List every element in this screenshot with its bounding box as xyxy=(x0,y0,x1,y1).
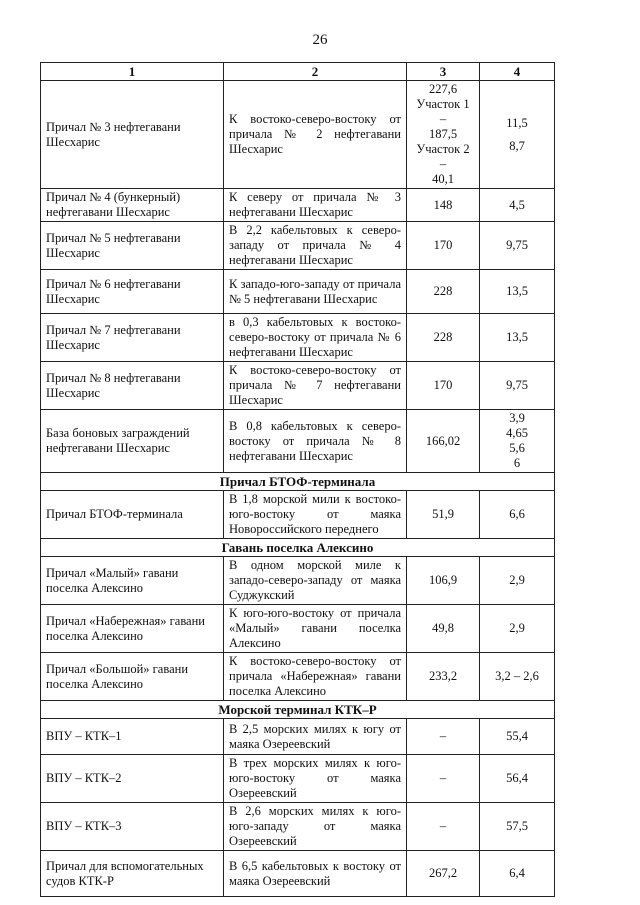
length-cell xyxy=(407,755,480,803)
berth-name-cell: Причал № 4 (бункерный) нефтегавани Шесхарис xyxy=(41,189,224,222)
berth-name-cell: Причал «Набережная» гавани поселка Алексино xyxy=(41,605,224,653)
length-cell xyxy=(407,803,480,851)
column-header-2: 2 xyxy=(224,63,407,81)
depth-value: 8,7 xyxy=(509,138,525,153)
table-row xyxy=(41,189,555,222)
table-row xyxy=(41,851,555,897)
depth-value: 56,4 xyxy=(506,771,528,785)
length-value: – xyxy=(439,729,447,743)
berth-name-cell: Причал № 6 нефтегавани Шесхарис xyxy=(41,270,224,314)
length-cell xyxy=(407,81,480,189)
section-title: Морской терминал КТК–Р xyxy=(41,701,555,719)
section-title: Причал БТОФ-терминала xyxy=(41,473,555,491)
location-cell: К востоко-северо-востоку от причала «Набережная» гавани поселка Алексино xyxy=(224,653,407,701)
depth-cell xyxy=(480,557,555,605)
location-cell: В 0,8 кабельтовых к северо-востоку от причала № 8 нефтегавани Шесхарис xyxy=(224,410,407,473)
berth-name-cell: Причал № 8 нефтегавани Шесхарис xyxy=(41,362,224,410)
location-cell: К западо-юго-западу от причала № 5 нефтегавани Шесхарис xyxy=(224,270,407,314)
length-cell xyxy=(407,270,480,314)
location-cell: В одном морской миле к западо-северо-западу от маяка Суджукский xyxy=(224,557,407,605)
location-cell: в 0,3 кабельтовых к востоко-северо-востоку от причала № 6 нефтегавани Шесхарис xyxy=(224,314,407,362)
length-value: 267,2 xyxy=(428,866,458,880)
length-value: 170 xyxy=(433,378,453,392)
table-row xyxy=(41,653,555,701)
length-value: 187,5 xyxy=(428,127,458,141)
depth-value: 3,9 xyxy=(509,411,525,425)
depth-value: 4,65 xyxy=(506,426,528,440)
length-value: 233,2 xyxy=(428,669,458,683)
length-cell xyxy=(407,851,480,897)
depth-cell xyxy=(480,410,555,473)
table-row xyxy=(41,222,555,270)
table-row xyxy=(41,719,555,755)
table-row xyxy=(41,491,555,539)
depth-value: 11,5 xyxy=(506,115,528,130)
length-cell xyxy=(407,557,480,605)
table-row xyxy=(41,605,555,653)
depth-cell xyxy=(480,719,555,755)
depth-value: 2,9 xyxy=(509,621,525,635)
table-row xyxy=(41,81,555,189)
length-cell xyxy=(407,605,480,653)
section-row xyxy=(41,473,555,491)
depth-cell xyxy=(480,605,555,653)
table-row xyxy=(41,755,555,803)
location-cell: В 2,2 кабельтовых к северо-западу от причала № 4 нефтегавани Шесхарис xyxy=(224,222,407,270)
location-cell: К юго-юго-востоку от причала «Малый» гавани поселка Алексино xyxy=(224,605,407,653)
length-value: 106,9 xyxy=(428,573,458,587)
length-cell xyxy=(407,410,480,473)
depth-cell xyxy=(480,362,555,410)
depth-value: 2,9 xyxy=(509,573,525,587)
depth-value: 5,6 xyxy=(509,441,525,455)
section-row xyxy=(41,701,555,719)
depth-cell xyxy=(480,222,555,270)
table-row xyxy=(41,314,555,362)
depth-value: 55,4 xyxy=(506,729,528,743)
table-row xyxy=(41,270,555,314)
column-header-4: 4 xyxy=(480,63,555,81)
column-header-3: 3 xyxy=(407,63,480,81)
berth-name-cell: ВПУ – КТК–3 xyxy=(41,803,224,851)
berth-name-cell: Причал «Малый» гавани поселка Алексино xyxy=(41,557,224,605)
berths-table xyxy=(40,62,555,897)
length-cell xyxy=(407,653,480,701)
depth-value: 4,5 xyxy=(509,197,525,212)
table-body xyxy=(41,81,555,897)
table-row xyxy=(41,362,555,410)
length-value: 51,9 xyxy=(432,507,454,521)
depth-cell xyxy=(480,314,555,362)
berth-name-cell: Причал для вспомогательных судов КТК-Р xyxy=(41,851,224,897)
berth-name-cell: Причал БТОФ-терминала xyxy=(41,491,224,539)
depth-cell xyxy=(480,653,555,701)
section-row xyxy=(41,539,555,557)
length-cell xyxy=(407,491,480,539)
section-title: Гавань поселка Алексино xyxy=(41,539,555,557)
depth-value: 6 xyxy=(513,456,521,470)
location-cell: К востоко-северо-востоку от причала № 7 нефтегавани Шесхарис xyxy=(224,362,407,410)
berth-name-cell: Причал № 7 нефтегавани Шесхарис xyxy=(41,314,224,362)
berth-name-cell: Причал № 3 нефтегавани Шесхарис xyxy=(41,81,224,189)
length-value: 227,6 xyxy=(428,82,458,96)
location-cell: В 6,5 кабельтовых к востоку от маяка Озереевский xyxy=(224,851,407,897)
depth-value: 9,75 xyxy=(506,238,528,252)
depth-cell xyxy=(480,803,555,851)
depth-value xyxy=(485,131,549,139)
length-value: 228 xyxy=(433,284,453,298)
depth-cell xyxy=(480,491,555,539)
depth-cell xyxy=(480,851,555,897)
length-cell xyxy=(407,222,480,270)
length-value: – xyxy=(439,819,447,833)
length-cell xyxy=(407,314,480,362)
berth-name-cell: Причал № 5 нефтегавани Шесхарис xyxy=(41,222,224,270)
berth-name-cell: Причал «Большой» гавани поселка Алексино xyxy=(41,653,224,701)
depth-value: 3,2 – 2,6 xyxy=(495,669,539,683)
depth-value: 57,5 xyxy=(506,819,528,833)
depth-value: 6,4 xyxy=(509,866,525,880)
depth-cell xyxy=(480,270,555,314)
length-value: 228 xyxy=(433,330,453,344)
depth-cell xyxy=(480,81,555,189)
berth-name-cell: ВПУ – КТК–1 xyxy=(41,719,224,755)
length-value: 148 xyxy=(433,197,453,212)
berth-name-cell: ВПУ – КТК–2 xyxy=(41,755,224,803)
table-row xyxy=(41,410,555,473)
depth-value: 13,5 xyxy=(506,330,528,344)
berth-name-cell: База боновых заграждений нефтегавани Шесхарис xyxy=(41,410,224,473)
length-cell xyxy=(407,362,480,410)
location-cell: К востоко-северо-востоку от причала № 2 нефтегавани Шесхарис xyxy=(224,81,407,189)
depth-value: 9,75 xyxy=(506,378,528,392)
depth-cell xyxy=(480,189,555,222)
depth-value: 13,5 xyxy=(506,284,528,298)
length-value: 49,8 xyxy=(432,621,454,635)
length-value: 40,1 xyxy=(432,172,454,186)
location-cell: В 1,8 морской мили к востоко-юго-востоку от маяка Новороссийского переднего xyxy=(224,491,407,539)
length-cell xyxy=(407,189,480,222)
length-value: Участок 2 – xyxy=(416,142,470,171)
length-value: 166,02 xyxy=(425,433,461,448)
location-cell: В трех морских милях к юго-юго-востоку от маяка Озереевский xyxy=(224,755,407,803)
length-value: Участок 1 – xyxy=(416,97,470,126)
depth-cell xyxy=(480,755,555,803)
header-row xyxy=(41,63,555,81)
page-number: 26 xyxy=(312,32,328,48)
depth-value: 6,6 xyxy=(509,507,525,521)
location-cell: В 2,5 морских милях к югу от маяка Озереевский xyxy=(224,719,407,755)
location-cell: К северу от причала № 3 нефтегавани Шесхарис xyxy=(224,189,407,222)
column-header-1: 1 xyxy=(41,63,224,81)
table-row xyxy=(41,803,555,851)
length-value: – xyxy=(439,771,447,785)
length-value: 170 xyxy=(433,238,453,252)
location-cell: В 2,6 морских милях к юго-юго-западу от маяка Озереевский xyxy=(224,803,407,851)
length-cell xyxy=(407,719,480,755)
table-row xyxy=(41,557,555,605)
